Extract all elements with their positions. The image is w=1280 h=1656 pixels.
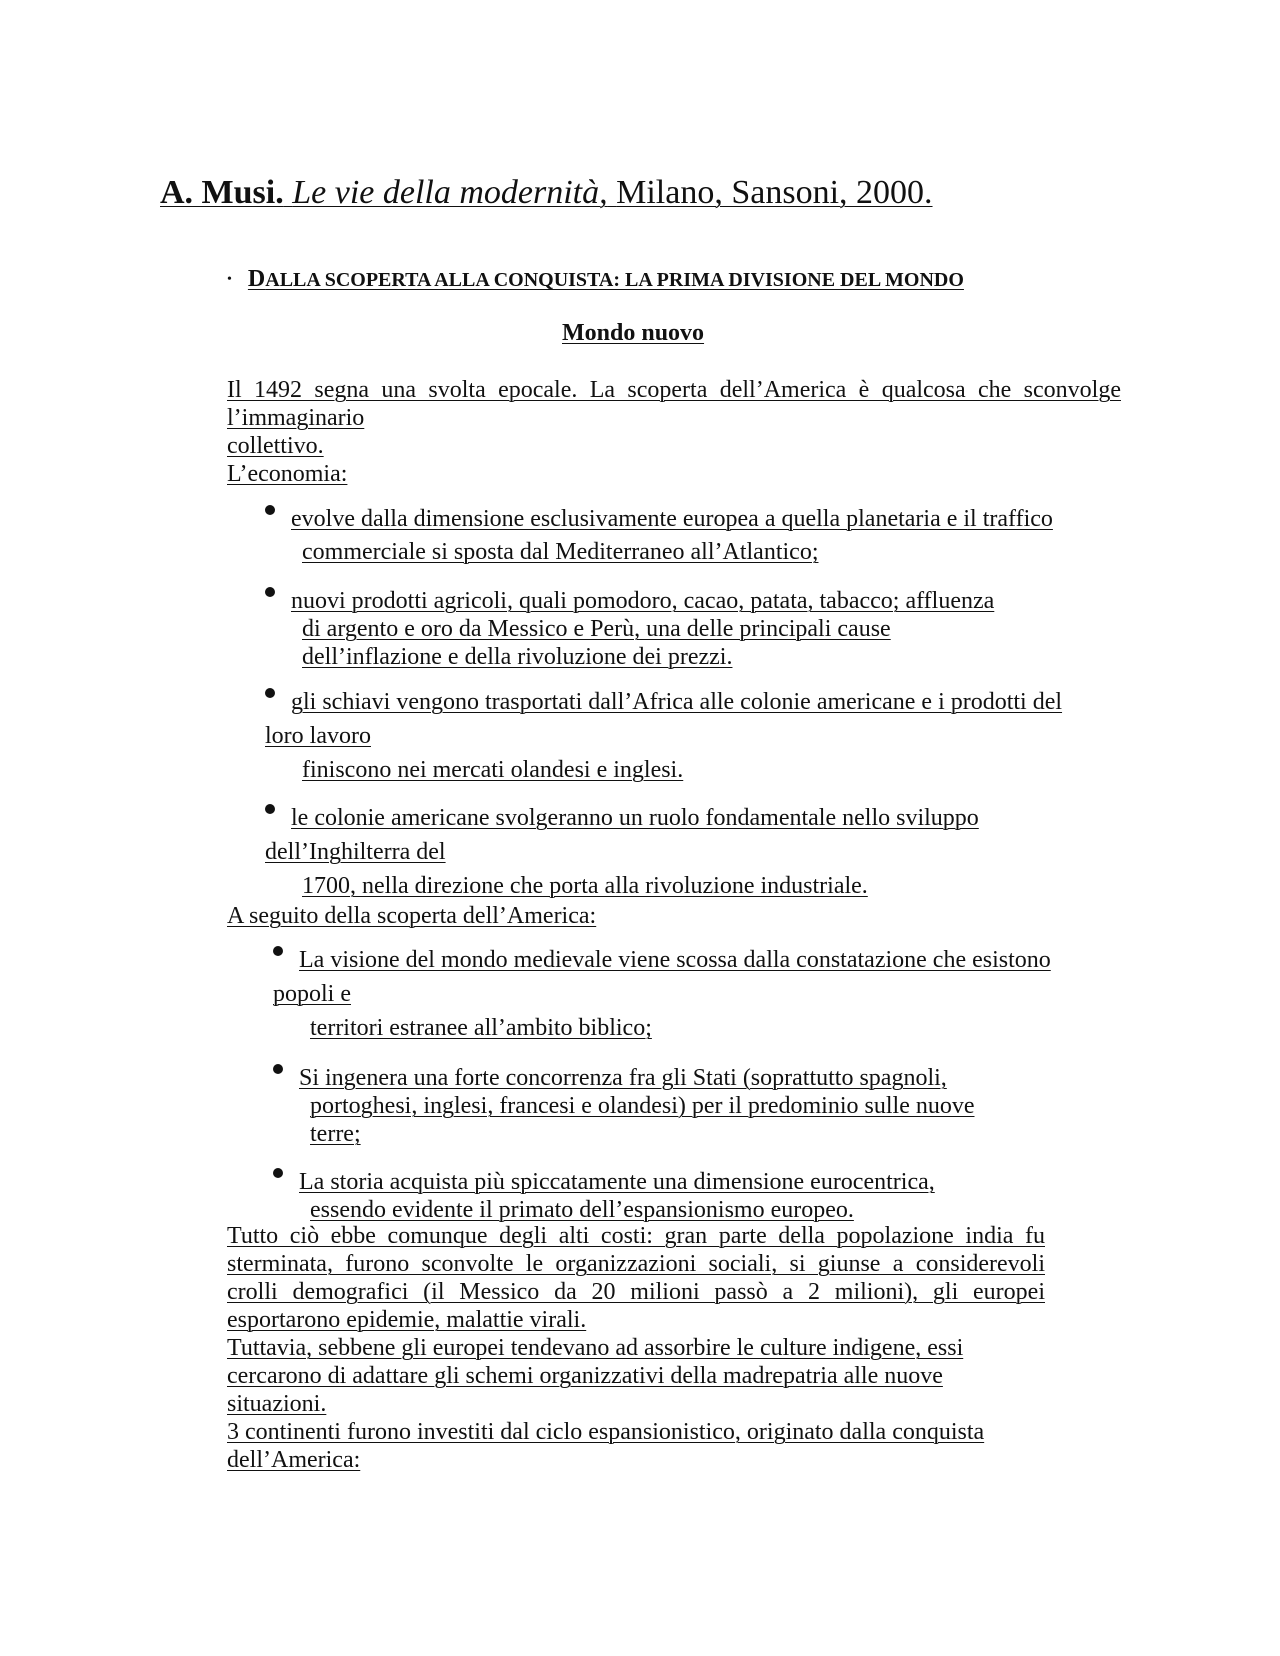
- intro-line-2: l’immaginario: [227, 405, 365, 431]
- after-bullet-2-line-1: Si ingenera una forte concorrenza fra gli Stati (soprattutto spagnoli,: [299, 1065, 947, 1091]
- bullet-dot: [273, 946, 283, 956]
- section-heading: [227, 266, 964, 293]
- economy-bullet-4-line-3: 1700, nella direzione che porta alla rivoluzione industriale.: [302, 873, 868, 899]
- economy-bullet-4-line-1: le colonie americane svolgeranno un ruolo fondamentale nello sviluppo: [291, 805, 979, 831]
- closing-p3-line-1: 3 continenti furono investiti dal ciclo espansionistico, originato dalla conquista: [227, 1419, 985, 1445]
- after-bullet-1-line-2: popoli e: [273, 981, 351, 1007]
- economy-bullet-2-line-2: di argento e oro da Messico e Perù, una delle principali cause: [302, 616, 891, 642]
- title-publication: Milano, Sansoni, 2000.: [616, 174, 933, 211]
- economy-bullet-3-line-1: gli schiavi vengono trasportati dall’Africa alle colonie americane e i prodotti del: [291, 689, 1063, 715]
- intro-line-1: Il 1492 segna una svolta epocale. La scoperta dell’America è qualcosa che sconvolge: [227, 377, 1121, 403]
- title-author: A. Musi.: [160, 174, 284, 211]
- section-heading-initial: D: [247, 266, 266, 292]
- closing-p2-line-2: cercarono di adattare gli schemi organizzativi della madrepatria alle nuove: [227, 1363, 943, 1389]
- bullet-dot: [265, 505, 275, 515]
- document-title: [160, 174, 933, 212]
- closing-p1-line-1: Tutto ciò ebbe comunque degli alti costi: gran parte della popolazione india fu: [227, 1223, 1045, 1249]
- title-work: Le vie della modernità,: [292, 174, 608, 211]
- closing-p3-line-2: dell’America:: [227, 1447, 361, 1473]
- bullet-dot: [265, 688, 275, 698]
- section-heading-text: ALLA SCOPERTA ALLA CONQUISTA: LA PRIMA DIVISIONE DEL MONDO: [265, 269, 964, 291]
- bullet-dot: [273, 1064, 283, 1074]
- economy-bullet-3-line-2: loro lavoro: [265, 723, 371, 749]
- after-bullet-3-line-1: La storia acquista più spiccatamente una dimensione eurocentrica,: [299, 1169, 935, 1195]
- bullet-dot: [273, 1168, 283, 1178]
- closing-p2-line-3: situazioni.: [227, 1391, 327, 1417]
- after-bullet-1-line-1: La visione del mondo medievale viene scossa dalla constatazione che esistono: [299, 947, 1051, 973]
- after-bullet-2-line-3: terre;: [310, 1121, 361, 1147]
- after-bullet-1-line-3: territori estranee all’ambito biblico;: [310, 1015, 652, 1041]
- intro-line-3: collettivo.: [227, 433, 324, 459]
- closing-p1-line-4: esportarono epidemie, malattie virali.: [227, 1307, 587, 1333]
- subtitle: Mondo nuovo: [562, 320, 705, 346]
- after-discovery-intro: A seguito della scoperta dell’America:: [227, 903, 597, 929]
- economy-bullet-2-line-1: nuovi prodotti agricoli, quali pomodoro, cacao, patata, tabacco; affluenza: [291, 588, 995, 614]
- bullet-dot: [265, 587, 275, 597]
- bullet-dot: [265, 804, 275, 814]
- economy-bullet-1-line-1: evolve dalla dimensione esclusivamente europea a quella planetaria e il traffico: [291, 506, 1053, 532]
- economy-bullet-1-line-2: commerciale si sposta dal Mediterraneo all’Atlantico;: [302, 539, 819, 565]
- after-bullet-2-line-2: portoghesi, inglesi, francesi e olandesi) per il predominio sulle nuove: [310, 1093, 975, 1119]
- economy-bullet-4-line-2: dell’Inghilterra del: [265, 839, 446, 865]
- section-bullet: •: [227, 272, 232, 287]
- closing-p1-line-2: sterminata, furono sconvolte le organizzazioni sociali, si giunse a considerevoli: [227, 1251, 1045, 1277]
- economy-bullet-3-line-3: finiscono nei mercati olandesi e inglesi.: [302, 757, 684, 783]
- economy-bullet-2-line-3: dell’inflazione e della rivoluzione dei prezzi.: [302, 644, 733, 670]
- closing-p1-line-3: crolli demografici (il Messico da 20 milioni passò a 2 milioni), gli europei: [227, 1279, 1045, 1305]
- intro-line-4: L’economia:: [227, 461, 348, 487]
- after-bullet-3-line-2: essendo evidente il primato dell’espansionismo europeo.: [310, 1197, 854, 1223]
- closing-p2-line-1: Tuttavia, sebbene gli europei tendevano ad assorbire le culture indigene, essi: [227, 1335, 964, 1361]
